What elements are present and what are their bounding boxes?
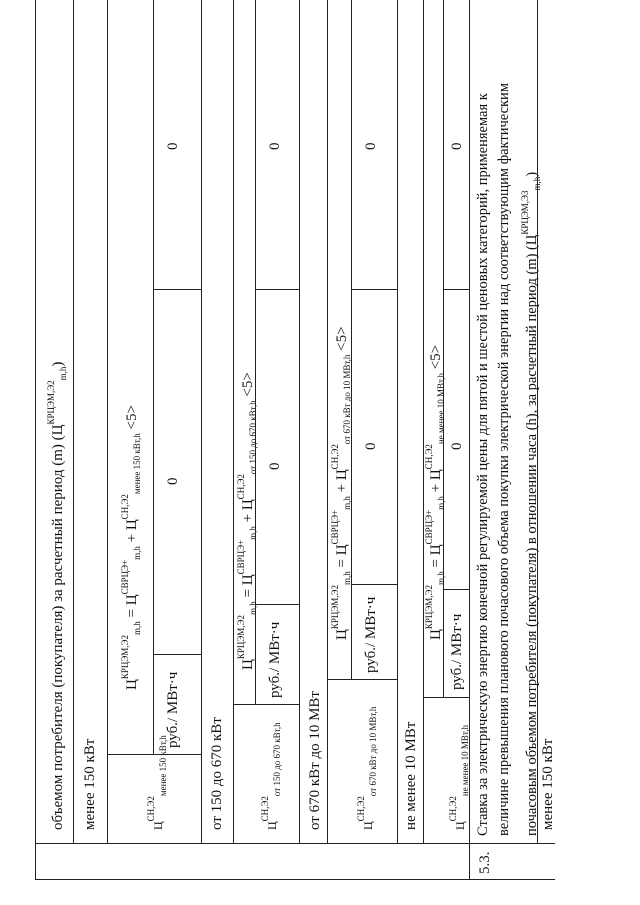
item-5-3-paragraph: Ставка за электрическую энергию конечной регулируемой цены для пятой и шестой ценовых категорий, применяемая к величине превышения планового почасового объема покупки электрической энергии над соответствующим фактическим почасовым объемом потребителя (покупателя) в отношении часа (h), за расчетный период (m) $(Ц^{КРЦЭМ,Э3}_{m,h})$ bbox=[475, 83, 542, 836]
section-label: не менее 10 МВт bbox=[403, 721, 419, 830]
unit-label: руб./ МВт·ч bbox=[363, 596, 379, 673]
cell-divider bbox=[255, 289, 299, 290]
row-divider bbox=[233, 0, 234, 844]
number-column-divider bbox=[35, 843, 555, 844]
cell-divider bbox=[153, 654, 201, 655]
cell-divider bbox=[351, 289, 397, 290]
unit-label: руб./ МВт·ч bbox=[449, 613, 465, 690]
cell-divider bbox=[327, 679, 397, 680]
component-symbol: $Ц^{СН,Э2}_{от 150 до 670 кВт,h}$ bbox=[260, 722, 282, 830]
rotated-document-page bbox=[25, 0, 555, 880]
cell-divider bbox=[255, 604, 299, 605]
cell-divider bbox=[153, 289, 201, 290]
cell-divider bbox=[107, 754, 201, 755]
row-divider bbox=[443, 0, 444, 698]
value-cell: 0 bbox=[165, 142, 181, 150]
row-divider bbox=[351, 0, 352, 680]
table-border-left bbox=[35, 879, 555, 880]
formula: $Ц^{КРЦЭМ,Э2}_{m,h} = Ц^{СВРЦЭ+}_{m,h} + Ц^{СН,Э2}_{менее 150 кВт,h} <5>$ bbox=[120, 405, 142, 690]
section-label: от 150 до 670 кВт bbox=[209, 717, 225, 830]
item-number: 5.3. bbox=[477, 851, 493, 874]
row-divider bbox=[153, 0, 154, 755]
row-divider bbox=[73, 0, 74, 844]
value-cell: 0 bbox=[165, 477, 181, 485]
cell-divider bbox=[351, 584, 397, 585]
cell-divider bbox=[443, 589, 469, 590]
section-label: от 670 кВт до 10 МВт bbox=[307, 691, 323, 830]
formula: $Ц^{КРЦЭМ,Э2}_{m,h} = Ц^{СВРЦЭ+}_{m,h} + Ц^{СН,Э2}_{от 150 до 670 кВт,h} <5>$ bbox=[236, 372, 258, 670]
unit-label: руб./ МВт·ч bbox=[165, 671, 181, 748]
row-divider bbox=[107, 0, 108, 844]
section-label: менее 150 кВт bbox=[82, 738, 98, 830]
component-symbol: $Ц^{СН,Э2}_{от 670 кВт до 10 МВт,h}$ bbox=[356, 706, 378, 830]
value-cell: 0 bbox=[449, 442, 465, 450]
component-symbol: $Ц^{СН,Э2}_{не менее 10 МВт,h}$ bbox=[448, 725, 470, 830]
row-divider bbox=[201, 0, 202, 844]
table-border-top bbox=[35, 0, 36, 880]
unit-label: руб./ МВт·ч bbox=[267, 621, 283, 698]
row-divider bbox=[537, 0, 538, 844]
cell-divider bbox=[443, 289, 469, 290]
value-cell: 0 bbox=[267, 462, 283, 470]
row-divider bbox=[397, 0, 398, 844]
row-divider bbox=[423, 0, 424, 844]
cell-divider bbox=[233, 704, 299, 705]
cell-divider bbox=[423, 697, 469, 698]
value-cell: 0 bbox=[363, 442, 379, 450]
value-cell: 0 bbox=[267, 142, 283, 150]
row-divider bbox=[299, 0, 300, 844]
formula: $Ц^{КРЦЭМ,Э2}_{m,h} = Ц^{СВРЦЭ+}_{m,h} + Ц^{СН,Э2}_{не менее 10 МВт,h} <5>$ bbox=[424, 344, 446, 640]
formula: $Ц^{КРЦЭМ,Э2}_{m,h} = Ц^{СВРЦЭ+}_{m,h} + Ц^{СН,Э2}_{от 670 кВт до 10 МВт,h} <5>$ bbox=[330, 326, 352, 640]
value-cell: 0 bbox=[363, 142, 379, 150]
row-divider bbox=[255, 0, 256, 705]
component-symbol: $Ц^{СН,Э2}_{менее 150 кВт,h}$ bbox=[146, 735, 168, 830]
value-cell: 0 bbox=[449, 142, 465, 150]
final-label: менее 150 кВт bbox=[540, 738, 556, 830]
row-divider bbox=[327, 0, 328, 844]
header-text: объемом потребителя (покупателя) за расчетный период (m) $(Ц^{КРЦЭМ,Э2}_{m,h})$ bbox=[46, 361, 68, 830]
